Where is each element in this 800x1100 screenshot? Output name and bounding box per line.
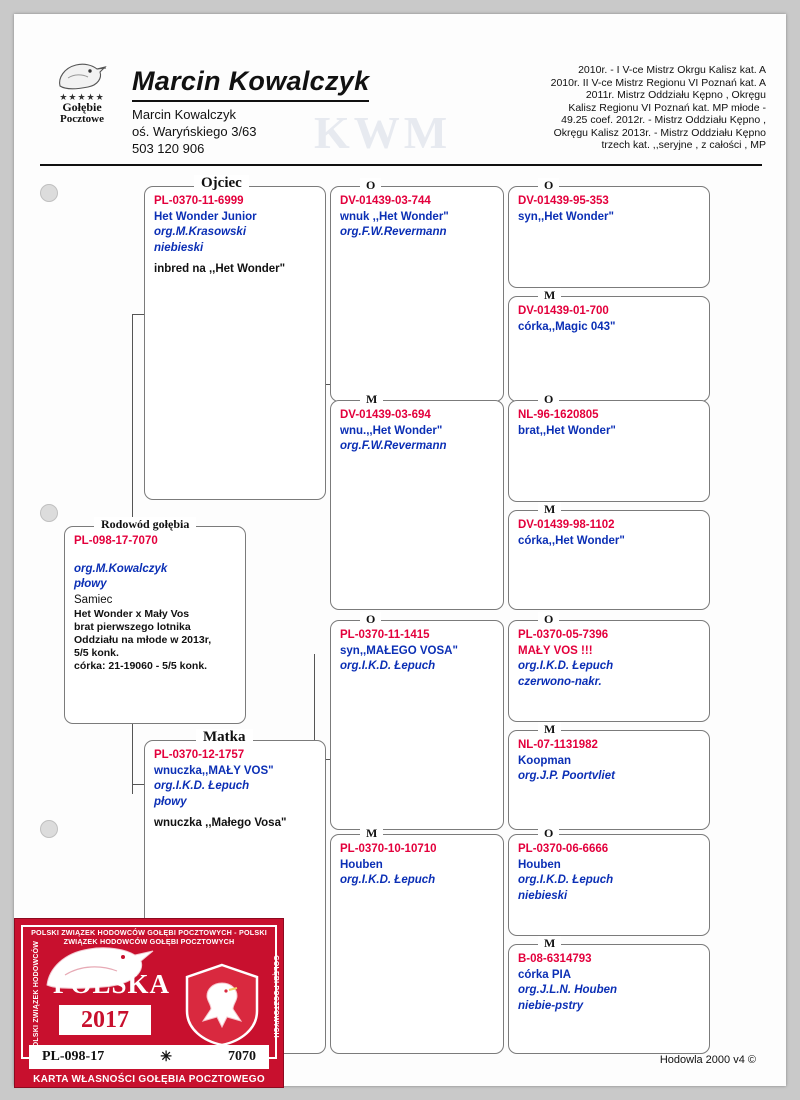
gen2-ring: DV-01439-03-694 bbox=[340, 409, 431, 421]
subject-box[interactable] bbox=[64, 526, 246, 724]
stamp-country: POLSKA bbox=[53, 969, 171, 999]
mother-note: wnuczka ,,Małego Vosa" bbox=[154, 817, 287, 829]
subject-note: 5/5 konk. bbox=[74, 647, 119, 659]
stamp-bottom-band: KARTA WŁASNOŚCI GOŁĘBIA POCZTOWEGO bbox=[33, 1074, 265, 1085]
stamp-top-band: POLSKI ZWIĄZEK HODOWCÓW GOŁĘBI POCZTOWYCH - POLSKI ZWIĄZEK HODOWCÓW GOŁĘBI POCZTOWYCH bbox=[31, 928, 267, 946]
gen2-breeder: org.I.K.D. Łepuch bbox=[340, 874, 436, 886]
gen3-ring: DV-01439-95-353 bbox=[518, 195, 609, 207]
gen3-name: MAŁY VOS !!! bbox=[518, 644, 593, 657]
stamp-number-separator-icon: ✳ bbox=[160, 1049, 172, 1065]
stamp-year: 2017 bbox=[59, 1005, 151, 1035]
gen3-color: niebieski bbox=[518, 889, 568, 902]
stamp-side-left-text: POLSKI ZWIĄZEK HODOWCÓW bbox=[33, 940, 41, 1053]
subject-note: córka: 21-19060 - 5/5 konk. bbox=[74, 660, 208, 672]
mother-breeder: org.I.K.D. Łepuch bbox=[154, 780, 250, 792]
mother-caption: Matka bbox=[196, 729, 253, 746]
logo-line-2: Pocztowe bbox=[60, 113, 104, 125]
gen2-ring: PL-0370-10-10710 bbox=[340, 843, 437, 855]
stamp-number-left: PL-098-17 bbox=[42, 1049, 105, 1064]
gen3-name: córka,,Magic 043" bbox=[518, 320, 616, 333]
father-note: inbred na ,,Het Wonder" bbox=[154, 263, 286, 275]
father-color: niebieski bbox=[154, 241, 204, 254]
gen3-box[interactable] bbox=[508, 400, 710, 502]
stamp-number-right: 7070 bbox=[227, 1049, 256, 1064]
subject-color: płowy bbox=[74, 578, 107, 590]
subject-sex: Samiec bbox=[74, 593, 113, 606]
address-line: 503 120 906 bbox=[132, 141, 205, 156]
subject-note: Het Wonder x Mały Vos bbox=[74, 608, 190, 620]
stamp-number-row bbox=[29, 1045, 269, 1069]
gen2-ring: PL-0370-11-1415 bbox=[340, 629, 430, 641]
gen3-box[interactable] bbox=[508, 510, 710, 610]
stamp-side-right-text: GOŁĘBI POCZTOWYCH bbox=[272, 955, 280, 1038]
achievement-line: Okręgu Kalisz 2013r. - Mistrz Oddziału Kępno bbox=[553, 126, 766, 139]
gen2-sex-mark: O bbox=[360, 178, 381, 193]
owner-address bbox=[132, 106, 257, 157]
gen3-sex-mark: M bbox=[538, 288, 561, 303]
gen2-box[interactable] bbox=[330, 186, 504, 402]
watermark: KWM bbox=[314, 107, 452, 158]
subject-note: Oddziału na młode w 2013r, bbox=[74, 634, 212, 646]
achievement-line: 2010r. II V-ce Mistrz Regionu VI Poznań kat. A bbox=[550, 76, 766, 89]
gen3-box[interactable] bbox=[508, 186, 710, 288]
achievements-list bbox=[466, 64, 766, 152]
gen3-breeder: org.I.K.D. Łepuch bbox=[518, 660, 614, 672]
father-breeder: org.M.Krasowski bbox=[154, 226, 247, 238]
pigeon-head-icon bbox=[52, 56, 112, 92]
gen3-sex-mark: O bbox=[538, 826, 559, 841]
gen3-box[interactable] bbox=[508, 944, 710, 1054]
gen2-name: syn,,MAŁEGO VOSA" bbox=[340, 644, 458, 657]
gen3-name: syn,,Het Wonder" bbox=[518, 210, 614, 223]
gen2-name: wnu.,,Het Wonder" bbox=[340, 424, 443, 437]
father-name: Het Wonder Junior bbox=[154, 210, 257, 223]
gen3-color: czerwono-nakr. bbox=[518, 675, 602, 688]
gen3-sex-mark: O bbox=[538, 392, 559, 407]
footer-text: Hodowla 2000 v4 © bbox=[659, 1054, 756, 1066]
gen3-box[interactable] bbox=[508, 730, 710, 830]
gen2-sex-mark: M bbox=[360, 392, 383, 407]
achievement-line: trzech kat. ,,seryjne , z całości , MP bbox=[601, 139, 766, 151]
document-header bbox=[14, 14, 786, 164]
gen3-ring: DV-01439-01-700 bbox=[518, 305, 609, 317]
gen3-ring: NL-07-1131982 bbox=[518, 739, 598, 751]
logo-line-1: Gołębie bbox=[62, 100, 102, 114]
hole-punch bbox=[40, 504, 58, 522]
gen3-box[interactable] bbox=[508, 834, 710, 936]
gen3-ring: B-08-6314793 bbox=[518, 953, 592, 965]
achievement-line: 2011r. Mistrz Oddziału Kępno , Okręgu bbox=[585, 89, 766, 101]
subject-ring: PL-098-17-7070 bbox=[74, 535, 158, 547]
gen2-sex-mark: M bbox=[360, 826, 383, 841]
pedigree-caption: Rodowód gołębia bbox=[94, 517, 196, 532]
address-line: Marcin Kowalczyk bbox=[132, 107, 237, 122]
gen2-breeder: org.F.W.Revermann bbox=[340, 226, 447, 238]
gen2-box[interactable] bbox=[330, 834, 504, 1054]
address-line: oś. Waryńskiego 3/63 bbox=[132, 124, 257, 139]
gen3-box[interactable] bbox=[508, 296, 710, 402]
gen3-ring: PL-0370-05-7396 bbox=[518, 629, 609, 641]
gen3-sex-mark: M bbox=[538, 936, 561, 951]
father-ring: PL-0370-11-6999 bbox=[154, 195, 244, 207]
eagle-emblem-icon bbox=[183, 963, 261, 1047]
gen2-breeder: org.I.K.D. Łepuch bbox=[340, 660, 436, 672]
subject-note: brat pierwszego lotnika bbox=[74, 621, 191, 633]
gen3-breeder: org.J.L.N. Houben bbox=[518, 984, 618, 996]
logo-stars: ★★★★★ bbox=[59, 92, 105, 102]
hole-punch bbox=[40, 820, 58, 838]
gen3-name: brat,,Het Wonder" bbox=[518, 424, 616, 437]
gen3-box[interactable] bbox=[508, 620, 710, 722]
gen2-breeder: org.F.W.Revermann bbox=[340, 440, 447, 452]
gen3-breeder: org.J.P. Poortvliet bbox=[518, 770, 615, 782]
gen3-sex-mark: O bbox=[538, 612, 559, 627]
gen3-ring: PL-0370-06-6666 bbox=[518, 843, 609, 855]
hole-punch bbox=[40, 184, 58, 202]
gen3-name: Houben bbox=[518, 858, 561, 871]
owner-name: Marcin Kowalczyk bbox=[132, 66, 370, 96]
ownership-card-stamp bbox=[14, 918, 284, 1088]
gen3-color: niebie-pstry bbox=[518, 999, 584, 1012]
gen3-name: córka PIA bbox=[518, 968, 572, 981]
gen2-ring: DV-01439-03-744 bbox=[340, 195, 431, 207]
mother-ring: PL-0370-12-1757 bbox=[154, 749, 245, 761]
gen2-sex-mark: O bbox=[360, 612, 381, 627]
gen2-name: Houben bbox=[340, 858, 383, 871]
gen3-ring: DV-01439-98-1102 bbox=[518, 519, 615, 531]
gen3-sex-mark: O bbox=[538, 178, 559, 193]
header-divider bbox=[40, 164, 762, 166]
mother-color: płowy bbox=[154, 795, 187, 808]
subject-breeder: org.M.Kowalczyk bbox=[74, 562, 168, 575]
owner-name-underline bbox=[132, 100, 369, 102]
mother-name: wnuczka,,MAŁY VOS" bbox=[154, 764, 274, 777]
gen3-ring: NL-96-1620805 bbox=[518, 409, 599, 421]
father-caption: Ojciec bbox=[194, 175, 249, 192]
father-box[interactable] bbox=[144, 186, 326, 500]
gen3-breeder: org.I.K.D. Łepuch bbox=[518, 874, 614, 886]
achievement-line: Kalisz Regionu VI Poznań kat. MP młode - bbox=[568, 101, 766, 114]
gen2-box[interactable] bbox=[330, 620, 504, 830]
gen3-name: Koopman bbox=[518, 754, 572, 767]
gen2-box[interactable] bbox=[330, 400, 504, 610]
achievement-line: 2010r. - I V-ce Mistrz Okrgu Kalisz kat. A bbox=[578, 64, 766, 76]
club-logo bbox=[40, 56, 124, 125]
gen2-name: wnuk ,,Het Wonder" bbox=[340, 210, 449, 223]
gen3-sex-mark: M bbox=[538, 502, 561, 517]
gen3-sex-mark: M bbox=[538, 722, 561, 737]
gen3-name: córka,,Het Wonder" bbox=[518, 534, 625, 547]
achievement-line: 49.25 coef. 2012r. - Mistrz Oddziału Kępno , bbox=[561, 114, 766, 126]
